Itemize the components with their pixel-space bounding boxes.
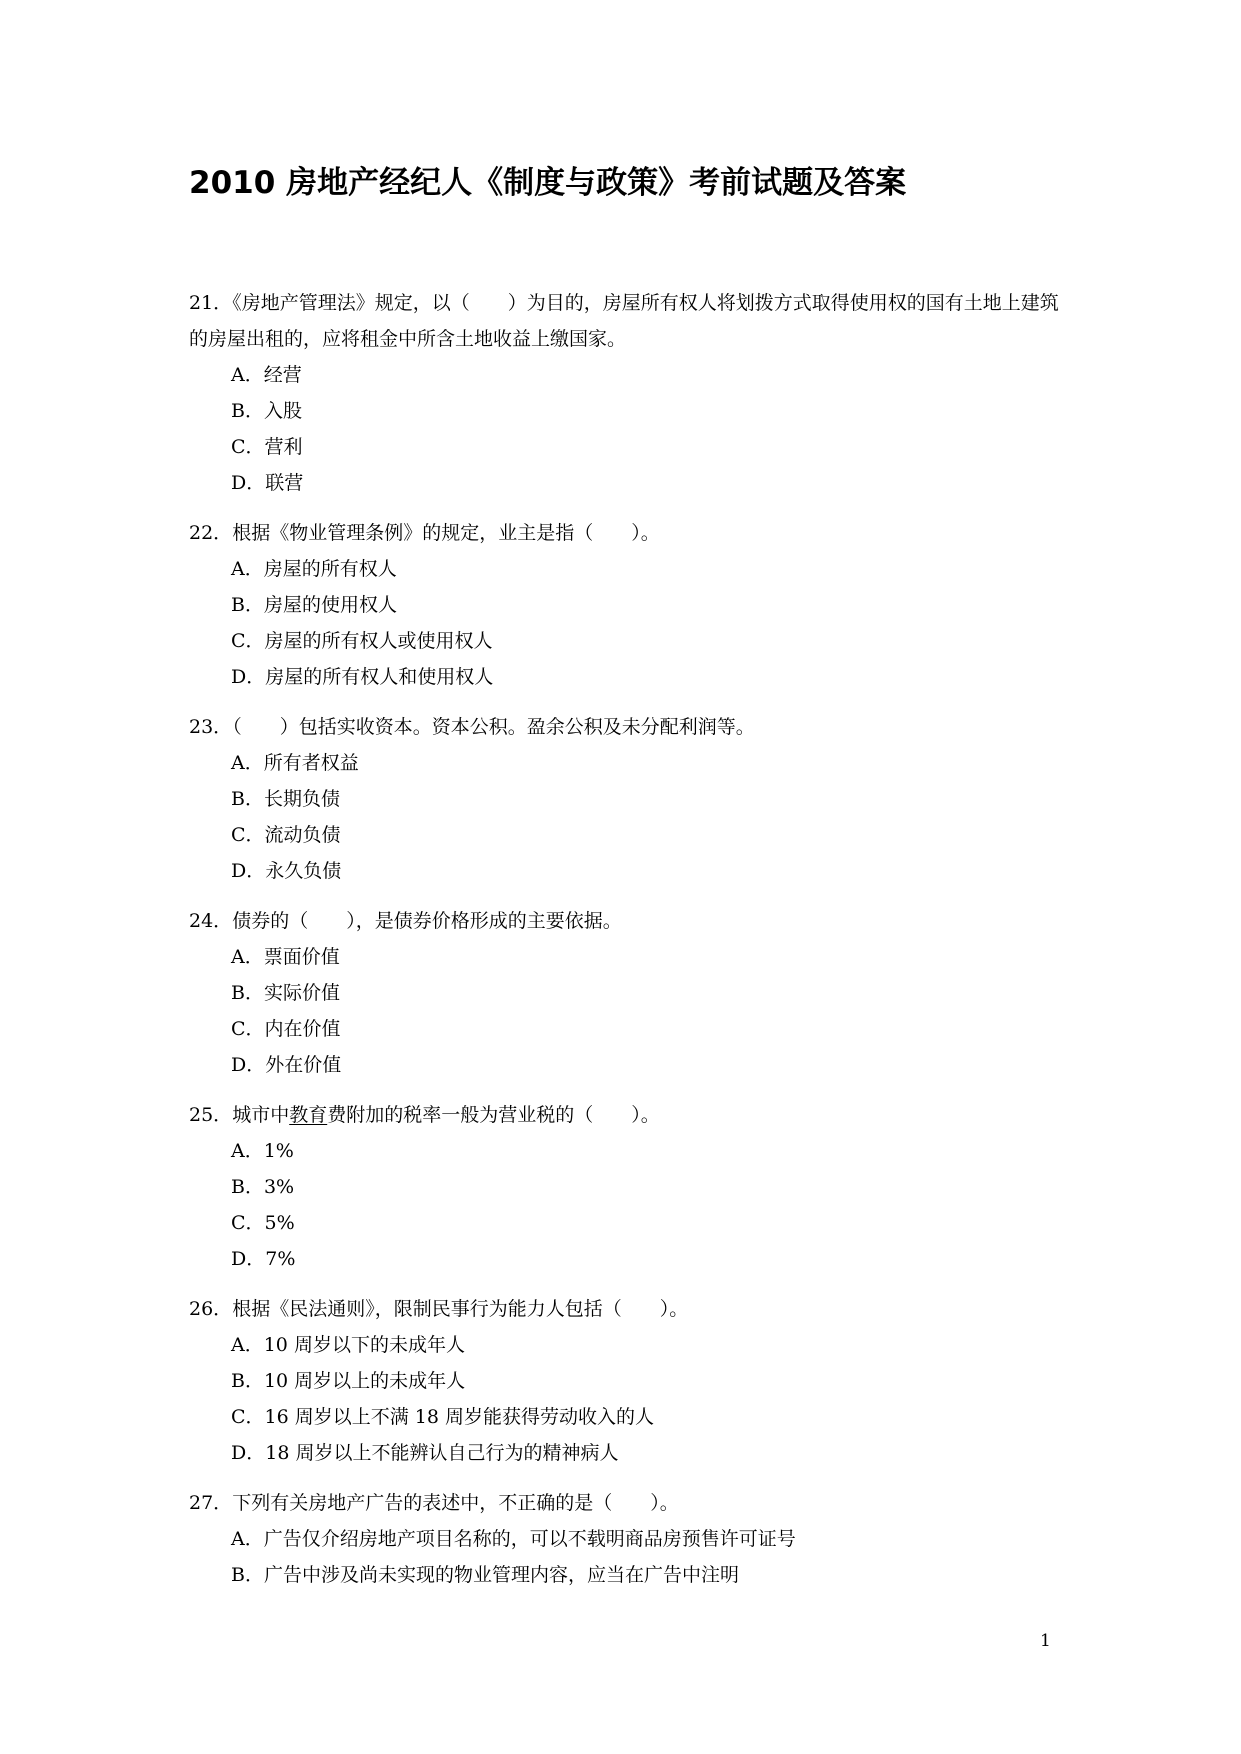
- question-text: 根据《物业管理条例》的规定，业主是指（ ）。: [232, 522, 660, 544]
- option-d: D．房屋的所有权人和使用权人: [231, 666, 494, 688]
- option-c: C．5%: [231, 1212, 295, 1234]
- question-stem: [189, 1291, 1059, 1327]
- option-d: D．永久负债: [231, 860, 342, 882]
- option-list: [189, 1327, 1059, 1471]
- question-25: [189, 1097, 1059, 1277]
- option-c: C．房屋的所有权人或使用权人: [231, 630, 493, 652]
- question-number: 26．: [189, 1298, 233, 1320]
- option-list: [189, 551, 1059, 695]
- option-b: B．房屋的使用权人: [231, 594, 397, 616]
- question-stem: [189, 1097, 1059, 1133]
- option-a: A．10 周岁以下的未成年人: [231, 1334, 465, 1356]
- question-text-after: 费附加的税率一般为营业税的（ ）。: [327, 1104, 660, 1126]
- option-a: A．经营: [231, 364, 302, 386]
- question-stem: [189, 709, 1059, 745]
- question-27: [189, 1485, 1059, 1593]
- option-list: [189, 745, 1059, 889]
- option-d: D．18 周岁以上不能辨认自己行为的精神病人: [231, 1442, 619, 1464]
- option-a: A．所有者权益: [231, 752, 359, 774]
- question-text-before: 城市中: [232, 1104, 290, 1126]
- question-text: 《房地产管理法》规定，以（ ）为目的，房屋所有权人将划拨方式取得使用权的国有土地上建筑的房屋出租的，应将租金中所含土地收益上缴国家。: [189, 292, 1059, 350]
- underlined-link-text[interactable]: 教育: [289, 1104, 328, 1126]
- question-number: 22．: [189, 522, 233, 544]
- option-c: C．16 周岁以上不满 18 周岁能获得劳动收入的人: [231, 1406, 655, 1428]
- option-a: A．1%: [231, 1140, 294, 1162]
- option-b: B．长期负债: [231, 788, 340, 810]
- question-24: [189, 903, 1059, 1083]
- question-stem: [189, 515, 1059, 551]
- question-number: 24．: [189, 910, 233, 932]
- option-b: B．10 周岁以上的未成年人: [231, 1370, 466, 1392]
- option-list: [189, 1133, 1059, 1277]
- option-list: [189, 1521, 1059, 1593]
- option-c: C．流动负债: [231, 824, 341, 846]
- option-a: A．票面价值: [231, 946, 340, 968]
- option-d: D．外在价值: [231, 1054, 342, 1076]
- question-21: [189, 285, 1059, 501]
- option-c: C．内在价值: [231, 1018, 341, 1040]
- question-text: （ ）包括实收资本。资本公积。盈余公积及未分配利润等。: [232, 716, 755, 738]
- option-d: D．联营: [231, 472, 304, 494]
- option-b: B．入股: [231, 400, 302, 422]
- question-text: 债券的（ ），是债券价格形成的主要依据。: [232, 910, 622, 932]
- option-c: C．营利: [231, 436, 303, 458]
- page-number: 1: [1040, 1631, 1051, 1651]
- question-23: [189, 709, 1059, 889]
- option-list: [189, 939, 1059, 1083]
- question-number: 25．: [189, 1104, 233, 1126]
- question-list: [189, 285, 1059, 1607]
- question-text: 根据《民法通则》，限制民事行为能力人包括（ ）。: [232, 1298, 689, 1320]
- question-22: [189, 515, 1059, 695]
- question-26: [189, 1291, 1059, 1471]
- question-number: 23．: [189, 716, 233, 738]
- question-stem: [189, 285, 1059, 357]
- question-number: 27．: [189, 1492, 233, 1514]
- option-b: B．广告中涉及尚未实现的物业管理内容，应当在广告中注明: [231, 1564, 739, 1586]
- option-a: A．广告仅介绍房地产项目名称的，可以不载明商品房预售许可证号: [231, 1528, 796, 1550]
- option-a: A．房屋的所有权人: [231, 558, 397, 580]
- option-d: D．7%: [231, 1248, 296, 1270]
- document-title: 2010 房地产经纪人《制度与政策》考前试题及答案: [189, 165, 907, 201]
- question-stem: [189, 1485, 1059, 1521]
- option-b: B．实际价值: [231, 982, 340, 1004]
- question-stem: [189, 903, 1059, 939]
- option-b: B．3%: [231, 1176, 295, 1198]
- option-list: [189, 357, 1059, 501]
- question-text: 下列有关房地产广告的表述中，不正确的是（ ）。: [232, 1492, 679, 1514]
- question-number: 21．: [189, 292, 233, 314]
